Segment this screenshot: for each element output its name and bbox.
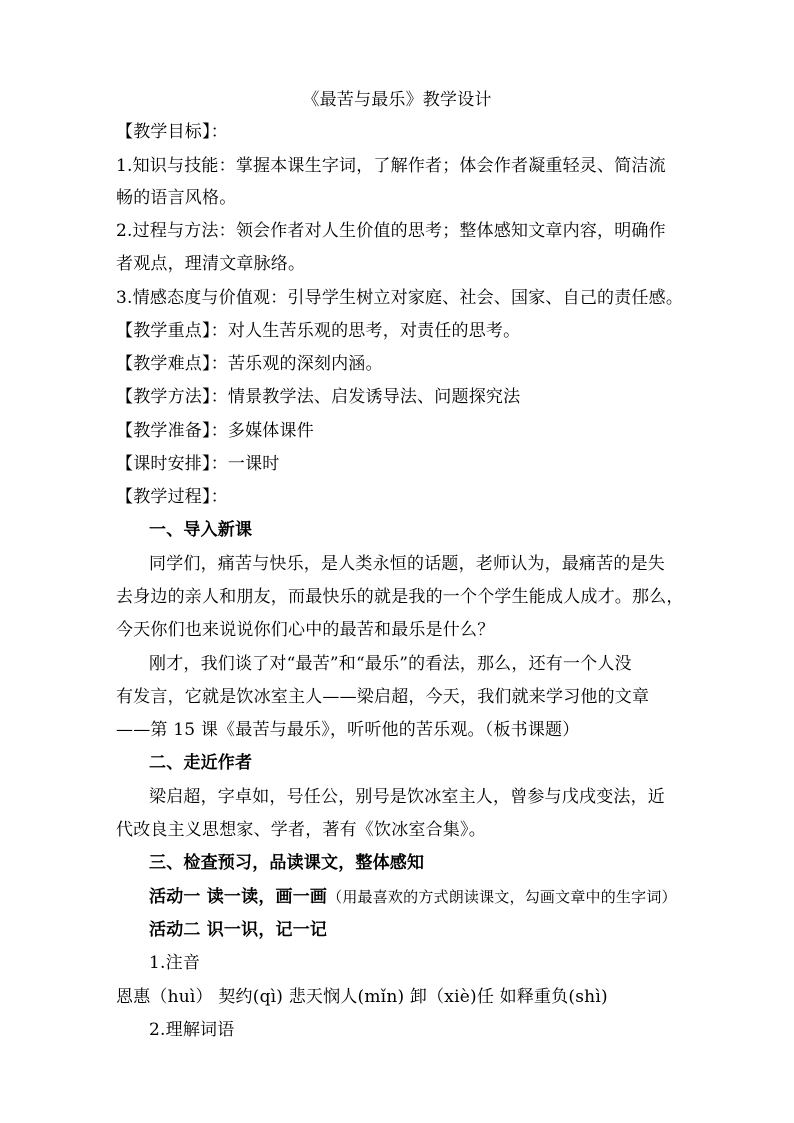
section-2-para-line-2: 代改良主义思想家、学者，著有《饮冰室合集》。 [116, 820, 486, 840]
class-schedule: 【课时安排】：一课时 [116, 454, 280, 474]
pinyin-items: 恩惠（huì） 契约(qì) 悲天悯人(mǐn) 卸（xiè)任 如释重负(shì) [116, 987, 608, 1007]
activity-1-note: （用最喜欢的方式朗读课文，勾画文章中的生字词） [327, 888, 677, 906]
activity-2-label: 活动二 识一识，记一记 [149, 920, 328, 940]
activity-1-label: 活动一 读一读，画一画 [149, 887, 328, 907]
section-1-heading: 一、导入新课 [149, 520, 253, 540]
objective-2-line-1: 2.过程与方法：领会作者对人生价值的思考；整体感知文章内容，明确作 [116, 221, 666, 241]
objective-1-line-1: 1.知识与技能：掌握本课生字词，了解作者；体会作者凝重轻灵、简洁流 [116, 156, 666, 176]
process-heading: 【教学过程】： [116, 487, 228, 507]
section-2-para-line-1: 梁启超，字卓如，号任公，别号是饮冰室主人，曾参与戊戌变法，近 [149, 787, 665, 807]
teaching-preparation: 【教学准备】：多媒体课件 [116, 421, 314, 441]
section-1-para-1-line-2: 去身边的亲人和朋友，而最快乐的就是我的一个个学生能成人成才。那么， [116, 587, 684, 607]
key-points: 【教学重点】：对人生苦乐观的思考，对责任的思考。 [116, 321, 521, 341]
section-1-para-1-line-1: 同学们，痛苦与快乐，是人类永恒的话题，老师认为，最痛苦的是失 [149, 554, 665, 574]
section-2-heading: 二、走近作者 [149, 753, 253, 773]
teaching-methods: 【教学方法】：情景教学法、启发诱导法、问题探究法 [116, 387, 521, 407]
section-1-para-2-line-1: 刚才，我们谈了对“最苦”和“最乐”的看法，那么，还有一个人没 [149, 654, 632, 674]
vocab-heading: 2.理解词语 [149, 1020, 235, 1040]
objective-3: 3.情感态度与价值观：引导学生树立对家庭、社会、国家、自己的责任感。 [116, 288, 684, 308]
objective-2-line-2: 者观点，理清文章脉络。 [116, 254, 306, 274]
objectives-heading: 【教学目标】： [116, 122, 228, 142]
section-1-para-2-line-3: ——第 15 课《最苦与最乐》，听听他的苦乐观。（板书课题） [116, 720, 580, 740]
difficulties: 【教学难点】：苦乐观的深刻内涵。 [116, 354, 383, 374]
section-1-para-2-line-2: 有发言，它就是饮冰室主人——梁启超，今天，我们就来学习他的文章 [116, 687, 650, 707]
objective-1-line-2: 畅的语言风格。 [116, 188, 237, 208]
section-1-para-1-line-3: 今天你们也来说说你们心中的最苦和最乐是什么？ [116, 620, 495, 640]
pinyin-heading: 1.注音 [149, 953, 201, 973]
section-3-heading: 三、检查预习，品读课文，整体感知 [149, 853, 425, 873]
document-title: 《最苦与最乐》教学设计 [302, 90, 492, 110]
activity-1 [149, 886, 719, 908]
